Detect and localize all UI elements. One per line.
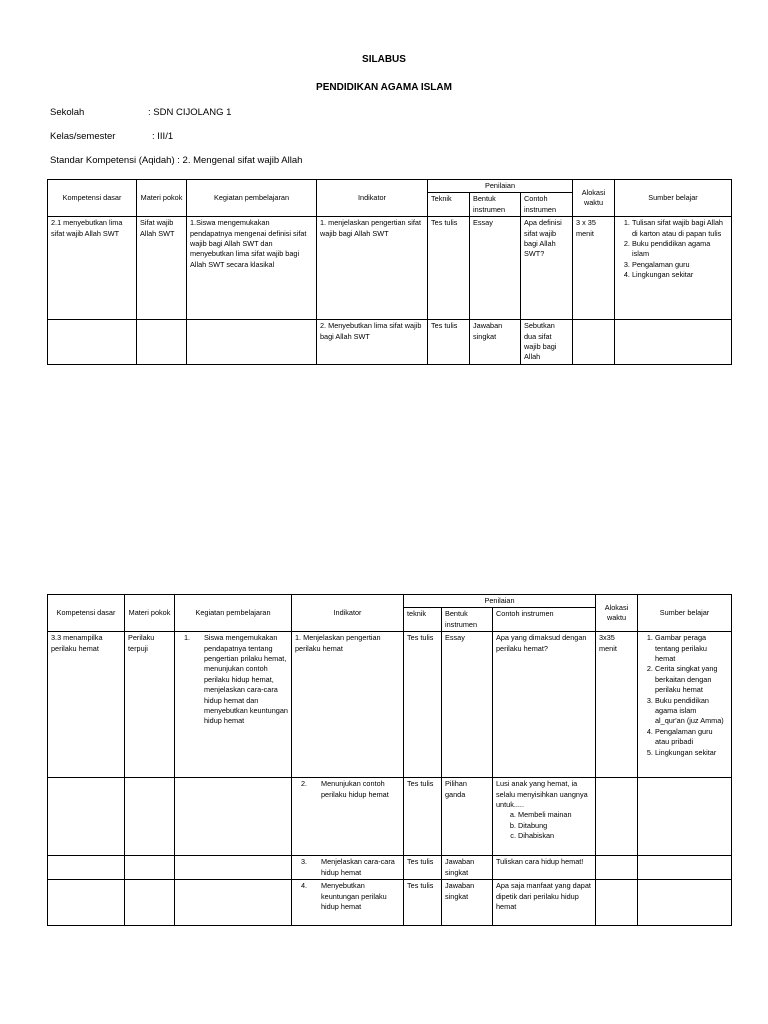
cell-contoh: Apa saja manfaat yang dapat dipetik dari perilaku hidup hemat	[493, 880, 596, 926]
cell-teknik: Tes tulis	[428, 217, 470, 320]
question-text: Lusi anak yang hemat, ia selalu menyisihkan uangnya untuk.....	[496, 779, 588, 810]
cell-sumber	[615, 217, 732, 320]
cell-contoh: Apa definisi sifat wajib bagi Allah SWT?	[521, 217, 573, 320]
list-item: 3. Pengalaman guru	[632, 260, 728, 270]
header-materi: Materi pokok	[125, 595, 175, 632]
list-item: 4. Pengalaman guru atau pribadi	[655, 727, 728, 748]
header-alokasi: Alokasi waktu	[596, 595, 638, 632]
cell-bentuk: Jawaban singkat	[470, 320, 521, 365]
cell-contoh: Tuliskan cara hidup hemat!	[493, 856, 596, 880]
cell-teknik: Tes tulis	[404, 856, 442, 880]
header-kegiatan: Kegiatan pembelajaran	[175, 595, 292, 632]
cell-indikator	[292, 880, 404, 926]
list-item: 2. Buku pendidikan agama islam	[632, 239, 728, 260]
cell-indikator: 2. Menyebutkan lima sifat wajib bagi Allah SWT	[317, 320, 428, 365]
kegiatan-text: Siswa mengemukakan pendapatnya tentang pengertian prilaku hemat, menunjukan contoh perilaku hidup hemat, menjelaskan cara-cara hidup hemat dan menyebutkan keuntungan hidup hemat	[204, 633, 288, 726]
table-row	[48, 217, 732, 320]
cell-indikator: 1. menjelaskan pengertian sifat wajib bagi Allah SWT	[317, 217, 428, 320]
header-kompetensi: Kompetensi dasar	[48, 180, 137, 217]
list-item: 1. Tulisan sifat wajib bagi Allah di karton atau di papan tulis	[632, 218, 728, 239]
header-penilaian: Penilaian	[428, 180, 573, 193]
sekolah-value: : SDN CIJOLANG 1	[148, 107, 232, 118]
cell-alokasi: 3x35 menit	[596, 632, 638, 778]
list-item: 2. Cerita singkat yang berkaitan dengan perilaku hemat	[655, 664, 728, 695]
cell-bentuk: Jawaban singkat	[442, 856, 493, 880]
kelas-label: Kelas/semester	[50, 131, 116, 142]
header-bentuk: Bentuk instrumen	[442, 608, 493, 632]
option-list	[496, 810, 592, 841]
cell-teknik: Tes tulis	[404, 778, 442, 856]
list-item: a. Membeli mainan	[518, 810, 592, 820]
table-row	[48, 320, 732, 365]
header-teknik: Teknik	[428, 193, 470, 217]
standar-kompetensi: Standar Kompetensi (Aqidah) : 2. Mengenal sifat wajib Allah	[50, 155, 303, 166]
indikator-number: 3.	[301, 857, 308, 867]
list-item: 5. Lingkungan sekitar	[655, 748, 728, 758]
header-contoh: Contoh instrumen	[521, 193, 573, 217]
indikator-text: Menyebutkan keuntungan perilaku hidup hemat	[321, 881, 387, 912]
cell-bentuk: Pilihan ganda	[442, 778, 493, 856]
cell-kegiatan: 1.Siswa mengemukakan pendapatnya mengenai definisi sifat wajib bagi Allah SWT dan menyebutkan lima sifat wajib bagi Allah SWT secara klasikal	[187, 217, 317, 320]
cell-materi: Perilaku terpuji	[125, 632, 175, 778]
header-sumber: Sumber belajar	[615, 180, 732, 217]
header-indikator: Indikator	[317, 180, 428, 217]
table-row	[48, 880, 732, 926]
cell-teknik: Tes tulis	[404, 632, 442, 778]
indikator-number: 2.	[301, 779, 308, 789]
cell-teknik: Tes tulis	[428, 320, 470, 365]
cell-indikator	[292, 856, 404, 880]
syllabus-table-2	[47, 594, 732, 926]
list-item: b. Ditabung	[518, 821, 592, 831]
header-sumber: Sumber belajar	[638, 595, 732, 632]
cell-kompetensi: 3.3 menampilka perilaku hemat	[48, 632, 125, 778]
cell-materi: Sifat wajib Allah SWT	[137, 217, 187, 320]
sekolah-label: Sekolah	[50, 107, 85, 118]
cell-kompetensi: 2.1 menyebutkan lima sifat wajib Allah SWT	[48, 217, 137, 320]
header-contoh: Contoh instrumen	[493, 608, 596, 632]
indikator-number: 4.	[301, 881, 308, 891]
cell-contoh	[493, 778, 596, 856]
list-item: 1. Gambar peraga tentang perilaku hemat	[655, 633, 728, 664]
indikator-text: Menjelaskan cara-cara hidup hemat	[321, 857, 395, 877]
header-penilaian: Penilaian	[404, 595, 596, 608]
header-kegiatan: Kegiatan pembelajaran	[187, 180, 317, 217]
indikator-text: Menunjukan contoh perilaku hidup hemat	[321, 779, 389, 799]
cell-sumber	[638, 632, 732, 778]
kelas-value: : III/1	[152, 131, 174, 142]
table-row	[48, 632, 732, 778]
cell-bentuk: Essay	[442, 632, 493, 778]
cell-kegiatan	[175, 632, 292, 778]
sumber-list	[641, 633, 728, 758]
sumber-list	[618, 218, 728, 280]
header-bentuk: Bentuk instrumen	[470, 193, 521, 217]
header-teknik: teknik	[404, 608, 442, 632]
cell-alokasi: 3 x 35 menit	[573, 217, 615, 320]
list-item: c. Dihabiskan	[518, 831, 592, 841]
document-subtitle: PENDIDIKAN AGAMA ISLAM	[316, 82, 452, 93]
cell-teknik: Tes tulis	[404, 880, 442, 926]
kegiatan-number: 1.	[184, 633, 191, 643]
cell-bentuk: Essay	[470, 217, 521, 320]
cell-indikator: 1. Menjelaskan pengertian perilaku hemat	[292, 632, 404, 778]
list-item: 4. Lingkungan sekitar	[632, 270, 728, 280]
header-alokasi: Alokasi waktu	[573, 180, 615, 217]
cell-indikator	[292, 778, 404, 856]
table-row	[48, 856, 732, 880]
cell-bentuk: Jawaban singkat	[442, 880, 493, 926]
header-kompetensi: Kompetensi dasar	[48, 595, 125, 632]
cell-contoh: Sebutkan dua sifat wajib bagi Allah	[521, 320, 573, 365]
document-title: SILABUS	[362, 54, 406, 65]
table-row	[48, 778, 732, 856]
header-indikator: Indikator	[292, 595, 404, 632]
syllabus-table-1	[47, 179, 732, 365]
cell-contoh: Apa yang dimaksud dengan perilaku hemat?	[493, 632, 596, 778]
list-item: 3. Buku pendidikan agama islam al_qur'an (juz Amma)	[655, 696, 728, 727]
header-materi: Materi pokok	[137, 180, 187, 217]
